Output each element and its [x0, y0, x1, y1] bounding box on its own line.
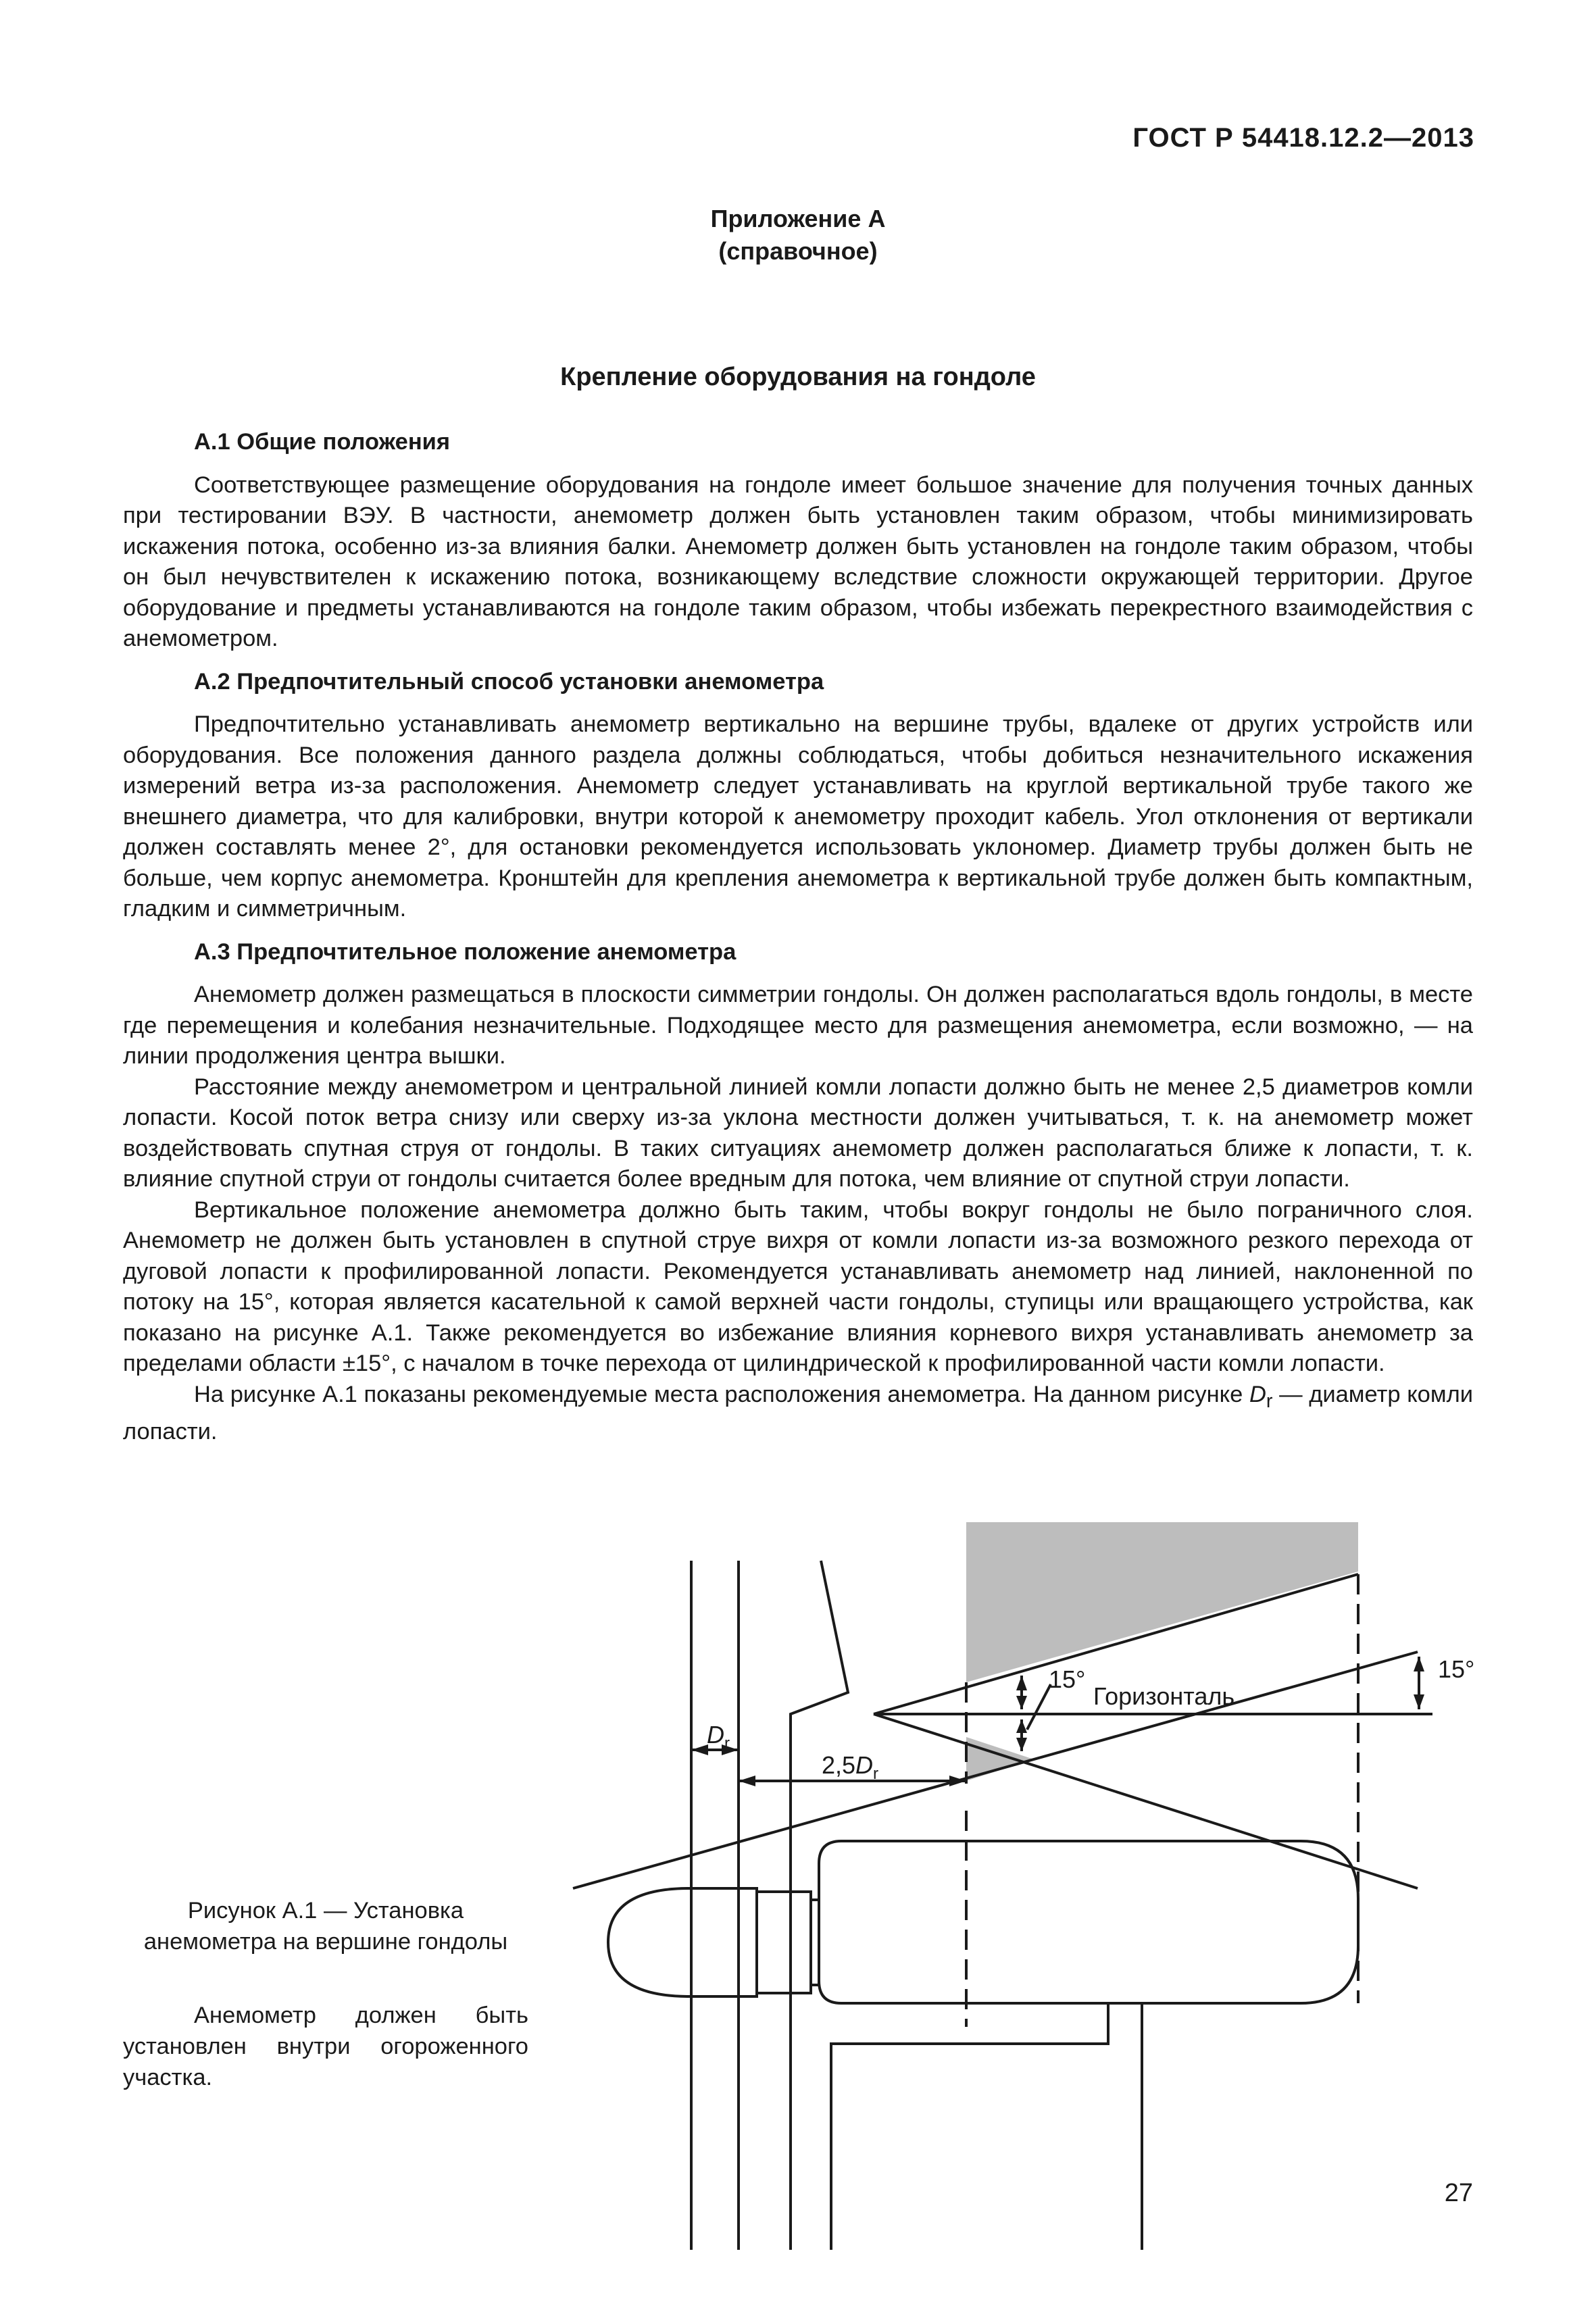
annex-type: (справочное): [718, 237, 878, 265]
arrowhead-dr-left: [691, 1744, 708, 1755]
section-heading-a2: А.2 Предпочтительный способ установки анемометра: [194, 668, 824, 695]
figure-ref-text: На рисунке А.1 показаны рекомендуемые места расположения анемометра. На данном рисунке: [194, 1381, 1249, 1407]
angle-leader: [1027, 1684, 1051, 1730]
standard-number: ГОСТ Р 54418.12.2—2013: [1132, 123, 1474, 153]
hub-flange: [757, 1892, 811, 1993]
figure-ref-subscript: r: [1266, 1390, 1273, 1412]
section-heading-a1: А.1 Общие положения: [194, 429, 451, 455]
label-horizontal: Горизонталь: [1093, 1682, 1235, 1710]
paragraph-a3-3: Вертикальное положение анемометра должно быть таким, чтобы вокруг гондолы не было пограничного слоя. Анемометр не должен быть установлен в спутной струе вихря от комли лопасти из-за возможного резкого перехода от дуговой лопасти к профилированной лопасти. Рекомендуется устанавливать анемометр над линией, наклоненной по потоку на 15°, которая является касательной к самой верхней части гондолы, ступицы или вращающего устройства, как показано на рисунке А.1. Также рекомендуется во избежание влияния корневого вихря устанавливать анемометр за пределами области ±15°, с началом в точке перехода от цилиндрической к профилированной части комли лопасти.: [123, 1197, 1473, 1376]
tower-left: [831, 2003, 1108, 2250]
figure-note: Анемометр должен быть установлен внутри огороженного участка.: [123, 2003, 528, 2090]
arrowhead-25dr-right: [949, 1776, 966, 1786]
annex-title: Приложение А: [710, 205, 886, 232]
page-number: 27: [1444, 2179, 1473, 2207]
arrowhead-25dr-left: [739, 1776, 755, 1786]
shaded-zone-upper: [966, 1522, 1358, 1682]
arrowhead-angle-mid-up: [1016, 1696, 1027, 1709]
label-dr: $D_r$: [707, 1721, 730, 1753]
section-heading-a3: А.3 Предпочтительное положение анемометра: [194, 938, 737, 965]
label-angle-right: 15°: [1438, 1655, 1475, 1683]
label-25dr: $2,5D_r$: [822, 1751, 879, 1783]
arrowhead-angle-up: [1016, 1676, 1027, 1690]
arrowhead-right-up: [1414, 1657, 1424, 1671]
tangent-line-upper: [573, 1652, 1418, 1888]
page-title: Крепление оборудования на гондоле: [560, 363, 1036, 391]
paragraph-a3-1: Анемометр должен размещаться в плоскости симметрии гондолы. Он должен располагаться вдоль гондолы, в месте где перемещения и колебания незначительные. Подходящее место для размещения анемометра, если возможно, — на линии продолжения центра вышки.: [123, 982, 1473, 1069]
paragraph-a3-2: Расстояние между анемометром и центральной линией комли лопасти должно быть не менее 2,5 диаметров комли лопасти. Косой поток ветра снизу или сверху из-за уклона местности должен учитываться, т. к. на анемометр может воздействовать спутная струя от гондолы. В таких ситуациях анемометр должен располагаться ближе к лопасти, т. к. влияние спутной струи от гондолы считается более вредным для потока, чем влияние от спутной струи лопасти.: [123, 1074, 1473, 1192]
tangent-line-lower: [874, 1714, 1418, 1888]
arrowhead-right-down: [1414, 1694, 1424, 1709]
figure-ref-symbol: D: [1249, 1381, 1266, 1407]
hub-spinner: [608, 1888, 757, 1996]
arrowhead-angle-down: [1016, 1738, 1027, 1751]
label-angle-left: 15°: [1049, 1665, 1086, 1693]
paragraph-a2-1: Предпочтительно устанавливать анемометр вертикально на вершине трубы, вдалеке от других устройств или оборудования. Все положения данного раздела должны соблюдаться, чтобы добиться незначительного искажения измерений ветра из-за расположения. Анемометр следует устанавливать на круглой вертикальной трубе такого же внешнего диаметра, что для калибровки, внутри которой к анемометру проходит кабель. Угол отклонения от вертикали должен составлять менее 2°, для остановки рекомендуется использовать уклономер. Диаметр трубы должен быть не больше, чем корпус анемометра. Кронштейн для крепления анемометра к вертикальной трубе должен быть компактным, гладким и симметричным.: [123, 711, 1473, 922]
paragraph-a1-1: Соответствующее размещение оборудования на гондоле имеет большое значение для получения точных данных при тестировании ВЭУ. В частности, анемометр должен быть установлен таким образом, чтобы минимизировать искажения потока, особенно из-за влияния балки. Анемометр должен быть установлен на гондоле таким образом, чтобы он был нечувствителен к искажению потока, возникающему вследствие сложности окружающей территории. Другое оборудование и предметы устанавливаются на гондоле таким образом, чтобы избежать перекрестного взаимодействия с анемометром.: [123, 472, 1473, 651]
figure-ref-tail: — диаметр комли лопасти.: [123, 1381, 1473, 1444]
nacelle-body: [819, 1841, 1358, 2003]
arrowhead-angle-mid-down: [1016, 1719, 1027, 1733]
figure-caption: Рисунок А.1 — Установка анемометра на вершине гондолы: [143, 1898, 508, 1955]
